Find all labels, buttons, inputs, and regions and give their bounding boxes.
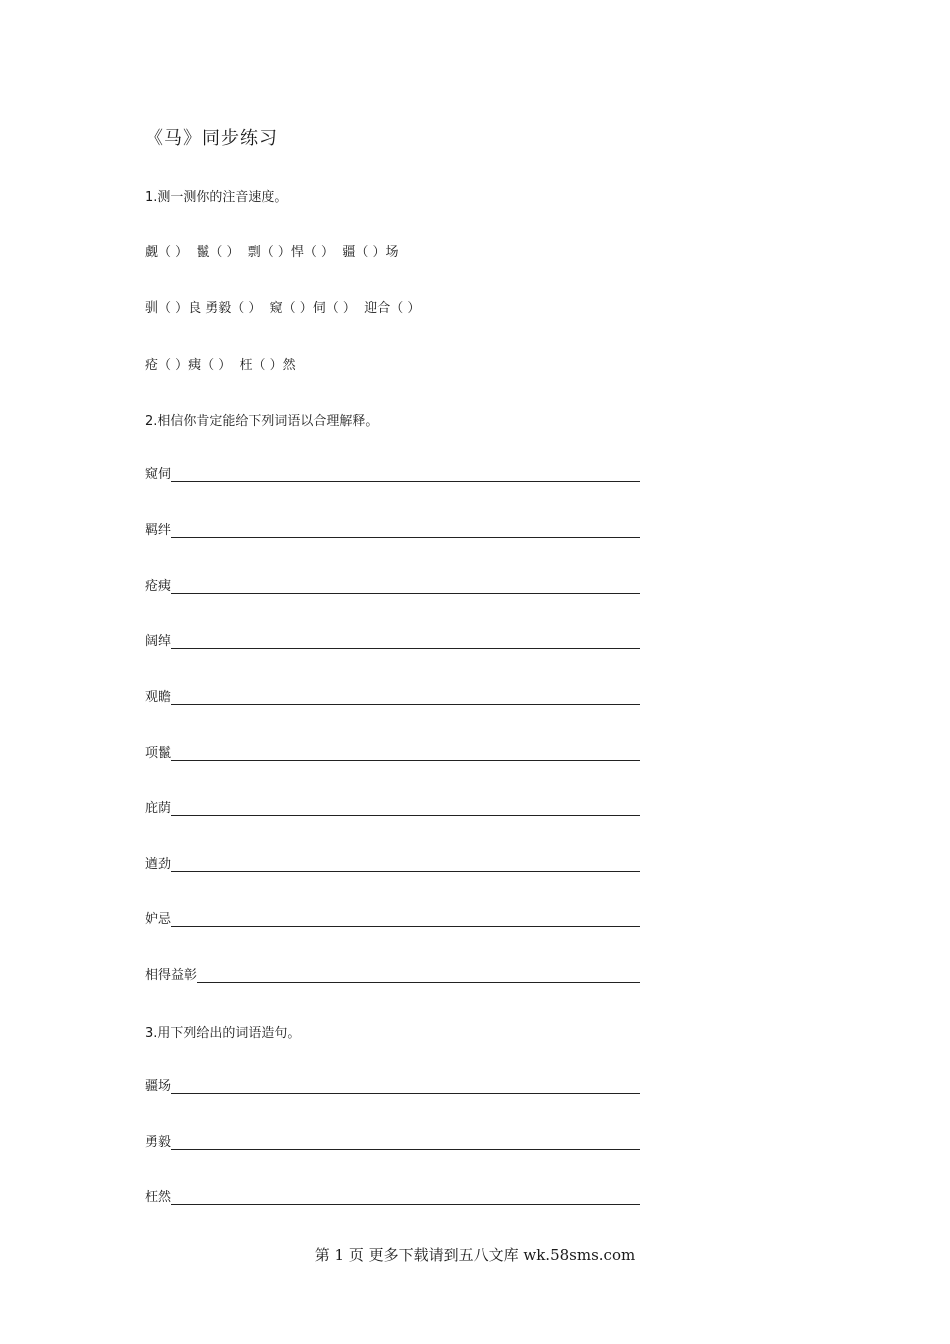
definition-row: [145, 910, 640, 930]
term-label: 遒劲: [145, 857, 172, 872]
sentence-row: [145, 1077, 640, 1097]
sentence-row: [145, 1188, 640, 1208]
answer-line[interactable]: [171, 1080, 640, 1094]
term-label: 羁绊: [145, 523, 172, 538]
answer-line[interactable]: [171, 858, 640, 872]
answer-line[interactable]: [197, 969, 640, 983]
term-label: 阔绰: [145, 634, 172, 649]
term-label: 枉然: [145, 1190, 172, 1205]
section1-heading: 1.测一测你的注音速度。: [145, 190, 288, 205]
term-label: 勇毅: [145, 1135, 172, 1150]
pinyin-line-2: 驯（ ）良 勇毅（ ） 窥（ ）伺（ ） 迎合（ ）: [145, 301, 421, 316]
definition-row: [145, 521, 640, 541]
term-label: 相得益彰: [145, 968, 198, 983]
answer-line[interactable]: [171, 1136, 640, 1150]
term-label: 疮痍: [145, 579, 172, 594]
answer-line[interactable]: [171, 747, 640, 761]
answer-line[interactable]: [171, 524, 640, 538]
pinyin-line-3: 疮（ ）痍（ ） 枉（ ）然: [145, 358, 296, 373]
definition-row: [145, 465, 640, 485]
definition-row: [145, 688, 640, 708]
section2-heading: 2.相信你肯定能给下列词语以合理解释。: [145, 414, 379, 429]
term-label: 窥伺: [145, 467, 172, 482]
pinyin-line-1: 觑（ ） 鬣（ ） 剽（ ）悍（ ） 疆（ ）场: [145, 245, 399, 260]
answer-line[interactable]: [171, 913, 640, 927]
definition-row: [145, 577, 640, 597]
section3-heading: 3.用下列给出的词语造句。: [145, 1026, 301, 1041]
page-title: 《马》同步练习: [145, 128, 278, 149]
definition-row: [145, 799, 640, 819]
term-label: 观瞻: [145, 690, 172, 705]
definition-row: [145, 966, 640, 986]
answer-line[interactable]: [171, 468, 640, 482]
definition-row: [145, 744, 640, 764]
page-footer: 第 1 页 更多下载请到五八文库 wk.58sms.com: [314, 1246, 636, 1264]
answer-line[interactable]: [171, 1191, 640, 1205]
answer-line[interactable]: [171, 635, 640, 649]
answer-line[interactable]: [171, 580, 640, 594]
term-label: 庇荫: [145, 801, 172, 816]
term-label: 妒忌: [145, 912, 172, 927]
definition-row: [145, 632, 640, 652]
answer-line[interactable]: [171, 691, 640, 705]
definition-row: [145, 855, 640, 875]
answer-line[interactable]: [171, 802, 640, 816]
term-label: 疆场: [145, 1079, 172, 1094]
term-label: 项鬣: [145, 746, 172, 761]
sentence-row: [145, 1133, 640, 1153]
